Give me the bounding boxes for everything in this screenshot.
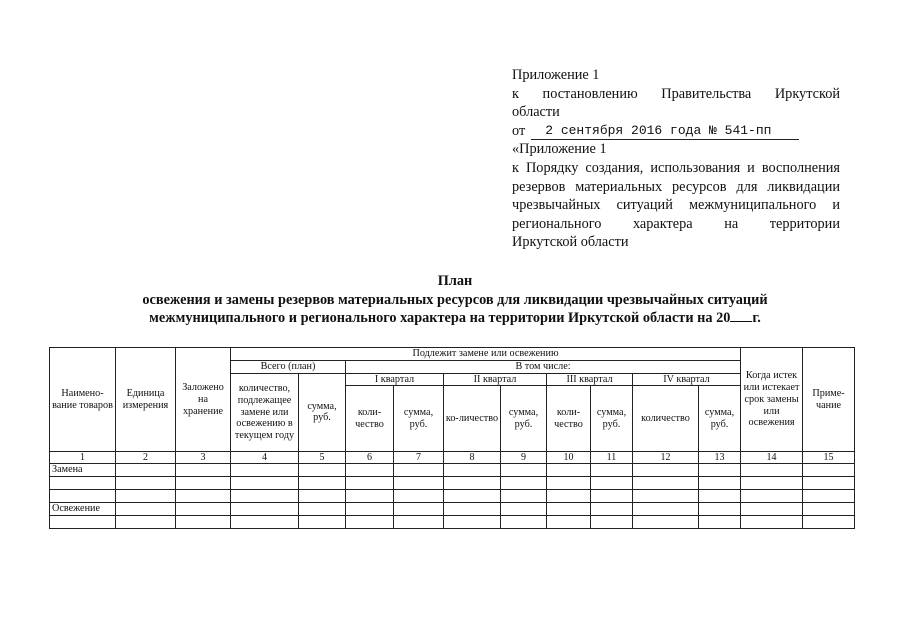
header-including: В том числе:	[346, 360, 741, 373]
col-num-9: 9	[501, 452, 547, 464]
header-q2-sum: сумма, руб.	[501, 386, 547, 452]
header-stored: Заложено на хранение	[176, 348, 231, 452]
table-row	[50, 490, 855, 503]
title-line-2: освежения и замены резервов материальных ресурсов для ликвидации чрезвычайных ситуаций	[142, 291, 768, 308]
col-num-1: 1	[50, 452, 116, 464]
title-line-3-suffix: г.	[752, 310, 761, 326]
header-name: Наимено-вание товаров	[50, 348, 116, 452]
col-num-4: 4	[231, 452, 299, 464]
header-note: Приме-чание	[803, 348, 855, 452]
header-q3-qty: коли-чество	[547, 386, 591, 452]
header-q4-qty: количество	[633, 386, 699, 452]
document-title	[60, 272, 850, 328]
col-num-2: 2	[116, 452, 176, 464]
col-num-10: 10	[547, 452, 591, 464]
year-blank	[730, 309, 752, 322]
header-q1-sum: сумма, руб.	[394, 386, 444, 452]
header-q1-qty: коли-чество	[346, 386, 394, 452]
col-num-12: 12	[633, 452, 699, 464]
attachment-date-row	[512, 122, 840, 141]
attachment-para-last: Иркутской области	[512, 234, 629, 251]
table-row	[50, 503, 855, 516]
header-quarter-1: I квартал	[346, 373, 444, 386]
column-number-row	[50, 452, 855, 464]
attachment-para-line-3: чрезвычайных ситуаций межмуниципального и	[512, 197, 840, 214]
col-num-15: 15	[803, 452, 855, 464]
col-num-5: 5	[299, 452, 346, 464]
attachment-sub-number: «Приложение 1	[512, 141, 607, 158]
attachment-resolution: к постановлению Правительства Иркутской	[512, 85, 840, 102]
attachment-para-line-1: к Порядку создания, использования и восполнения	[512, 159, 840, 176]
table-row	[50, 464, 855, 477]
col-num-8: 8	[444, 452, 501, 464]
header-q3-sum: сумма, руб.	[591, 386, 633, 452]
row-label-refresh: Освежение	[50, 503, 116, 516]
col-num-13: 13	[699, 452, 741, 464]
title-line-1: План	[437, 273, 473, 289]
header-total: Всего (план)	[231, 360, 346, 373]
col-num-7: 7	[394, 452, 444, 464]
header-unit: Единица измерения	[116, 348, 176, 452]
attachment-para-line-4: регионального характера на территории	[512, 215, 840, 232]
header-when: Когда истек или истекает срок замены или освежения	[741, 348, 803, 452]
table-row	[50, 516, 855, 529]
header-sum-total: сумма, руб.	[299, 373, 346, 452]
header-q2-qty: ко-личество	[444, 386, 501, 452]
table-row	[50, 477, 855, 490]
attachment-number: Приложение 1	[512, 67, 600, 83]
attachment-date-value: 2 сентября 2016 года № 541-пп	[531, 123, 799, 140]
header-qty-total: количество, подлежащее замене или освежению в текущем году	[231, 373, 299, 452]
attachment-block	[512, 66, 840, 252]
header-quarter-3: III квартал	[547, 373, 633, 386]
col-num-6: 6	[346, 452, 394, 464]
plan-table	[49, 347, 855, 529]
col-num-11: 11	[591, 452, 633, 464]
header-subject: Подлежит замене или освежению	[231, 348, 741, 361]
col-num-14: 14	[741, 452, 803, 464]
attachment-date-prefix: от	[512, 122, 526, 139]
attachment-para-line-2: резервов материальных ресурсов для ликвидации	[512, 178, 840, 195]
attachment-region: области	[512, 104, 560, 121]
row-label-replacement: Замена	[50, 464, 116, 477]
header-quarter-4: IV квартал	[633, 373, 741, 386]
title-line-3-prefix: межмуниципального и регионального характера на территории Иркутской области на 20	[149, 310, 731, 326]
header-q4-sum: сумма, руб.	[699, 386, 741, 452]
col-num-3: 3	[176, 452, 231, 464]
header-quarter-2: II квартал	[444, 373, 547, 386]
title-line-3	[60, 309, 850, 328]
